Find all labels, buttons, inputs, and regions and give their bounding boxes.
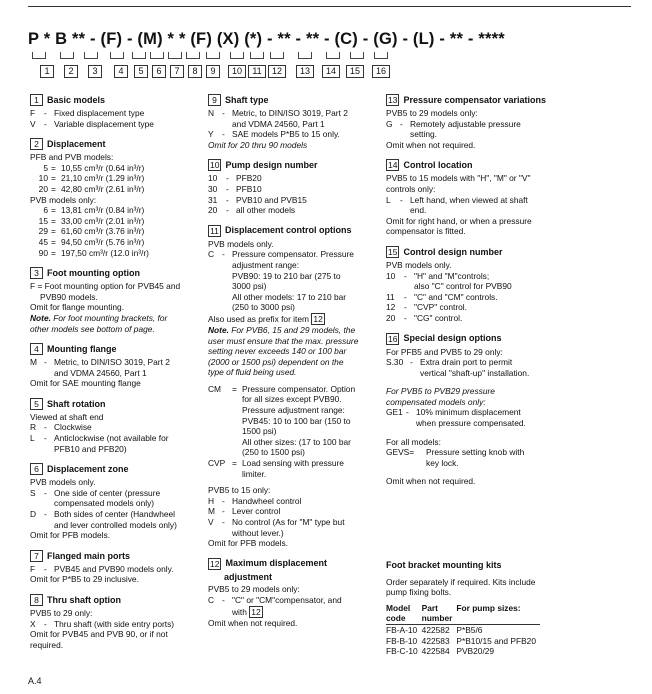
section-mounting-flange: 4 Mounting flange M - Metric, to DIN/ISO 3019, Part 2 and VDMA 24560, Part 1 Omit for SAE mounting flange <box>30 343 170 389</box>
column-3 <box>386 94 636 496</box>
section-control-location: 14 Control location PVB5 to 15 models with "H", "M" or "V" controls only: L - Left hand, when viewed at shaft end. Omit for right hand, or when a pressure compensator is fitted. <box>386 160 532 237</box>
kit-row: FB-C-10 422584 PVB20/29 <box>386 646 495 657</box>
section-control-design: 15 Control design number PVB models only. 10 - "H" and "M"controls; also "C" control for PVB90 11 - "C" and "CM" controls. 12 - "CVP" control. 20 - "CG" control. <box>386 246 512 323</box>
section-foot-mounting: 3 Foot mounting option F = Foot mounting option for PVB45 and PVB90 models. Omit for flange mounting. Note. For foot mounting brackets, for other models see bottom of page. <box>30 267 181 334</box>
top-rule <box>28 6 631 7</box>
kit-row: FB-A-10 422582 P*B5/6 <box>386 624 483 635</box>
kits-table: Model Part For pump sizes: code number FB-A-10 422582 P*B5/6 FB-B-10 422583 P*B10/15 and PFB20 FB-C-10 422584 PVB20/29 <box>386 603 540 657</box>
section-basic-models: 1 Basic models F - Fixed displacement type V - Variable displacement type <box>30 94 154 129</box>
page-number: A.4 <box>28 676 42 686</box>
section-max-displacement: 12 Maximum displacement adjustment PVB5 to 29 models only: C - "C" or "CM"compensator, and with 12 Omit when not required. <box>208 558 342 628</box>
section-thru-shaft: 8 Thru shaft option PVB5 to 29 only: X - Thru shaft (with side entry ports) Omit for PVB45 and PVB 90, or if not required. <box>30 594 175 650</box>
section-shaft-type: 9 Shaft type N - Metric, to DIN/ISO 3019, Part 2 and VDMA 24560, Part 1 Y - SAE models P*B5 to 15 only. Omit for 20 thru 90 models <box>208 94 348 150</box>
section-pressure-comp-variations: 13 Pressure compensator variations PVB5 to 29 models only: G - Remotely adjustable pressure setting. Omit when not required. <box>386 94 547 150</box>
section-displacement-zone: 6 Displacement zone PVB models only. S - One side of center (pressure compensated models only) D - Both sides of center (Handwheel and lever controlled models only) Omit for PFB models. <box>30 463 177 541</box>
section-pump-design: 10 Pump design number 10 - PFB20 30 - PFB10 31 - PVB10 and PVB15 20 - all other models <box>208 160 318 216</box>
section-shaft-rotation: 5 Shaft rotation Viewed at shaft end R - Clockwise L - Anticlockwise (not available for PFB10 and PFB20) <box>30 398 169 454</box>
section-displacement: 2 Displacement PFB and PVB models: 5 = 10,55 cm³/r (0.64 in³/r) 10 = 21,10 cm³/r (1.29 in³/r) 20 = 42,80 cm³/r (2.61 in³/r) PVB models only: 6 = 13,81 cm³/r (0.84 in³/r) 15 = 33,00 cm³/r (2.01 in³/r) 29 = 61,60 cm³/r (3.76 in³/r) 45 = 94,50 cm³/r (5.76 in³/r) 90 = 197,50 cm³/r (12.0 in³/r) <box>30 138 149 258</box>
section-special-design: 16 Special design options For PFB5 and PVB5 to 29 only: S.30 - Extra drain port to permit vertical "shaft-up" installation. For PVB5 to PVB29 pressure compensated models only: GE1 - 10% minimum displacement when pressure compensated. For all models: GEVS= Pressure setting knob with key lock. Omit when not required. <box>386 333 530 487</box>
foot-bracket-kits: Foot bracket mounting kits Order separately if required. Kits include pump fixing bolts. Model Part For pump sizes: code number FB-A-10 422582 P*B5/6 FB-B-10 422583 P*B10/15 and PFB20 FB-C-10 422584 PVB20/29 <box>386 560 636 657</box>
kit-row: FB-B-10 422583 P*B10/15 and PFB20 <box>386 635 536 646</box>
column-1 <box>30 94 200 659</box>
section-displacement-control: 11 Displacement control options PVB models only. C - Pressure compensator. Pressure adjustment range: PVB90: 19 to 210 bar (275 to 3000 psi) All other models: 17 to 210 bar (250 to 3000 psi) Also used as prefix for item 12 Note. For PVB6, 15 and 29 models, the user must ensure that the max. pressure setting never exceeds 140 or 100 bar (2000 or 1500 psi) dependent on the type of fluid being used. CM = Pressure compensator. Option for all sizes except PVB90. Pressure adjustment range: PVB45: 10 to 100 bar (150 to 1500 psi) All other sizes: (17 to 100 bar (250 to 1500 psi) CVP = Load sensing with pressure limiter. PVB5 to 15 only: H - Handwheel control M - Lever control V - No control (As for "M" type but without lever.) Omit for PFB models. <box>208 225 359 549</box>
model-code: P * B ** - (F) - (M) * * (F) (X) (*) - ** - ** - (C) - (G) - (L) - ** - **** <box>28 30 505 48</box>
column-2 <box>208 94 380 637</box>
section-flanged-ports: 7 Flanged main ports F - PVB45 and PVB90 models only. Omit for P*B5 to 29 inclusive. <box>30 550 174 585</box>
